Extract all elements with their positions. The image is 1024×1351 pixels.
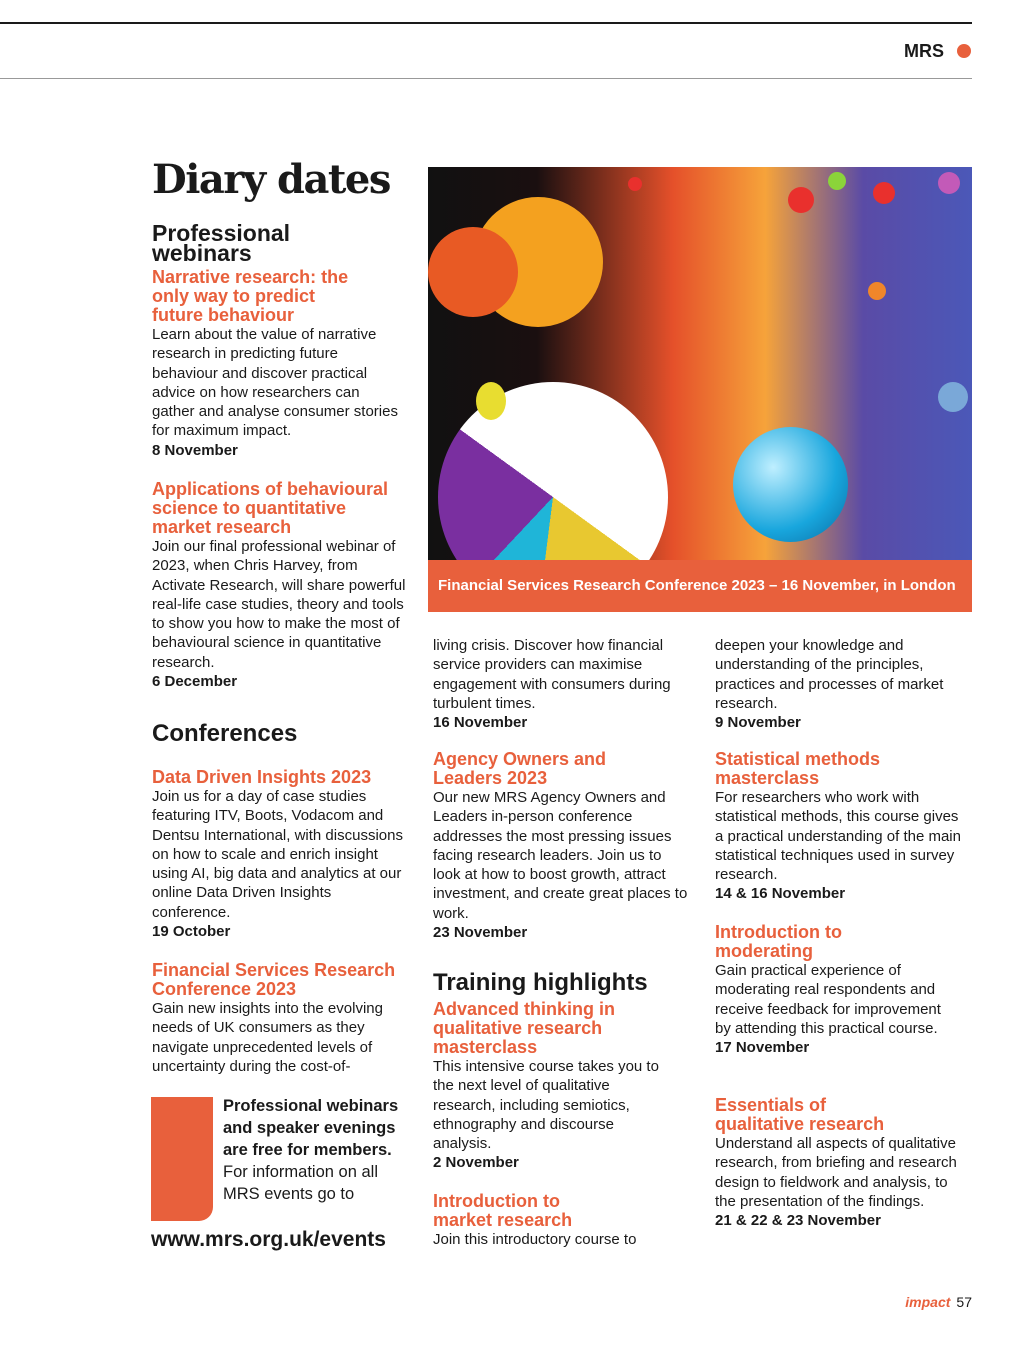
header-rule	[0, 78, 972, 79]
page-title: Diary dates	[152, 156, 390, 203]
event-body: This intensive course takes you to the next level of qualitative research, including semiotics, ethnography and discourse analysis.	[433, 1058, 659, 1153]
event-date: 2 November	[433, 1154, 519, 1172]
event-body: Gain new insights into the evolving needs of UK consumers as they navigate unprecedented levels of uncertainty during the cost-of-	[152, 1000, 383, 1075]
page-footer	[905, 1294, 972, 1310]
event-date: 19 October	[152, 923, 231, 941]
event-date: 8 November	[152, 441, 238, 459]
brand-dot-icon	[957, 44, 971, 58]
event-title[interactable]: Statistical methods masterclass	[715, 749, 881, 788]
event-date: 14 & 16 November	[715, 885, 846, 903]
event-item-continued	[715, 636, 967, 732]
note-text: For information on all MRS events go to	[223, 1163, 378, 1203]
event-item-continued	[433, 636, 691, 732]
event-date: 23 November	[433, 924, 528, 942]
event-date: 16 November	[433, 714, 528, 732]
event-title[interactable]: Advanced thinking in qualitative research masterclass	[433, 999, 616, 1057]
event-item	[433, 750, 691, 942]
event-body: Gain practical experience of moderating real respondents and receive feedback for improvement by attending this practical course.	[715, 962, 941, 1037]
event-item	[433, 1192, 691, 1249]
event-item	[715, 923, 967, 1057]
event-title[interactable]: Financial Services Research Conference 2023	[152, 960, 396, 999]
event-item	[433, 1000, 691, 1173]
event-body: deepen your knowledge and understanding of the principles, practices and processes of market research.	[715, 637, 944, 712]
event-date: 6 December	[152, 673, 238, 691]
section-conferences: Conferences	[152, 720, 298, 747]
brand-label: MRS	[904, 41, 944, 61]
event-item	[152, 961, 408, 1076]
event-date: 21 & 22 & 23 November	[715, 1212, 881, 1230]
event-date: 9 November	[715, 714, 801, 732]
event-title[interactable]: Agency Owners and Leaders 2023	[433, 749, 607, 788]
event-title[interactable]: Data Driven Insights 2023	[152, 767, 372, 787]
events-link[interactable]: www.mrs.org.uk/events	[151, 1228, 386, 1251]
section-training: Training highlights	[433, 969, 648, 996]
membership-note	[223, 1095, 413, 1205]
event-item	[152, 768, 408, 941]
section-webinars: Professional webinars	[152, 220, 291, 266]
image-caption: Financial Services Research Conference 2023 – 16 November, in London	[428, 560, 972, 612]
event-item	[152, 268, 402, 460]
event-title[interactable]: Introduction to market research	[433, 1191, 573, 1230]
event-title[interactable]: Narrative research: the only way to predict future behaviour	[152, 267, 349, 325]
event-body: For researchers who work with statistical methods, this course gives a practical understanding of the main statistical techniques used in survey research.	[715, 789, 961, 884]
event-body: Our new MRS Agency Owners and Leaders in-person conference addresses the most pressing issues facing research leaders. Join us to look at how to boost growth, attract investment, and create great places to work.	[433, 789, 688, 922]
event-body: Understand all aspects of qualitative research, from briefing and research design to fieldwork and analysis, to the presentation of the findings.	[715, 1135, 957, 1210]
event-body: Learn about the value of narrative research in predicting future behaviour and discover practical advice on how researchers can gather and analyse consumer stories for maximum impact.	[152, 326, 398, 440]
event-title[interactable]: Introduction to moderating	[715, 922, 842, 961]
event-body: living crisis. Discover how financial service providers can maximise engagement with consumers during turbulent times.	[433, 637, 671, 712]
note-bold: Professional webinars and speaker evenings are free for members.	[223, 1097, 399, 1159]
event-title[interactable]: Applications of behavioural science to quantitative market research	[152, 479, 389, 537]
page-number: 57	[956, 1294, 972, 1310]
event-body: Join our final professional webinar of 2023, when Chris Harvey, from Activate Research, will share powerful real-life case studies, theory and tools to show you how to make the most of behavioural science in quantitative research.	[152, 538, 406, 671]
event-item	[715, 750, 967, 904]
hero-image	[428, 167, 972, 560]
top-rule	[0, 22, 972, 24]
event-body: Join this introductory course to	[433, 1231, 637, 1248]
accent-box	[151, 1097, 213, 1221]
event-body: Join us for a day of case studies featuring ITV, Boots, Vodacom and Dentsu International, with discussions on how to scale and enrich insight using AI, big data and analytics at our online Data Driven Insights conference.	[152, 788, 403, 921]
magazine-name: impact	[905, 1294, 951, 1310]
event-title[interactable]: Essentials of qualitative research	[715, 1095, 885, 1134]
event-date: 17 November	[715, 1039, 810, 1057]
event-item	[152, 480, 408, 691]
event-item	[715, 1096, 967, 1230]
